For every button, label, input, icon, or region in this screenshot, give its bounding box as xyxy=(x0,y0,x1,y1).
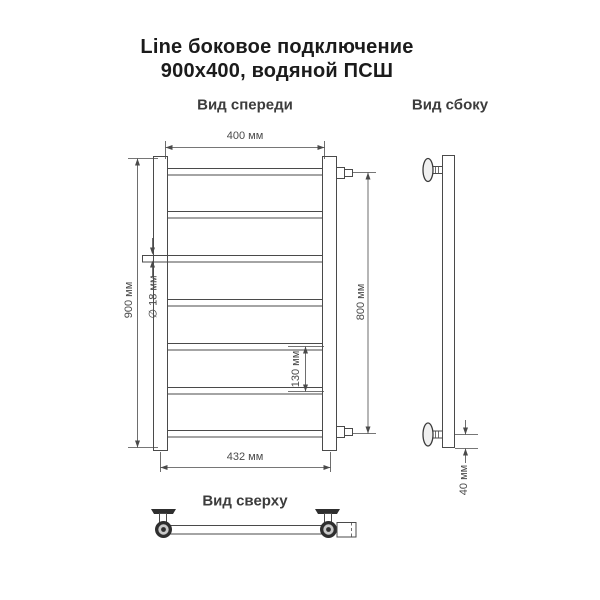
front-bar-3-extended xyxy=(143,256,323,263)
top-view-label: Вид сверху xyxy=(202,492,288,510)
dim-line-800 xyxy=(352,173,376,434)
dim-line-432 xyxy=(161,452,331,472)
front-bar-6 xyxy=(168,388,323,395)
side-top-wall-flange xyxy=(423,159,433,182)
front-view-label: Вид спереди xyxy=(197,96,293,114)
top-connection-fitting xyxy=(337,168,353,179)
side-bottom-bracket xyxy=(423,423,443,446)
side-view-drawing xyxy=(423,156,478,464)
front-right-stand xyxy=(323,157,337,451)
front-view-drawing xyxy=(143,157,353,451)
dim-bar-spacing: 130 мм xyxy=(290,350,302,388)
front-bar-2 xyxy=(168,212,323,219)
drawing-title-line1: Line боковое подключение xyxy=(140,36,414,58)
dim-axis-width: 400 мм xyxy=(226,130,264,142)
side-view-label: Вид сбоку xyxy=(411,96,489,114)
drawing-title-line2: 900x400, водяной ПСШ xyxy=(160,60,394,82)
side-stand-profile xyxy=(443,156,455,448)
dim-connection-height: 800 мм xyxy=(355,283,367,321)
dim-line-40 xyxy=(455,420,478,463)
top-view-bar xyxy=(163,526,329,535)
front-bar-1 xyxy=(168,169,323,176)
top-view-drawing xyxy=(151,509,356,538)
top-view-connection-pipe xyxy=(337,523,356,538)
dim-total-height: 900 мм xyxy=(123,281,135,319)
front-bar-4 xyxy=(168,300,323,307)
front-left-stand xyxy=(154,157,168,451)
dim-outer-width: 432 мм xyxy=(226,451,264,463)
front-bar-7 xyxy=(168,431,323,438)
side-top-bracket xyxy=(423,159,443,182)
dim-bar-diameter: ∅ 18 мм xyxy=(147,275,160,319)
side-bottom-wall-flange xyxy=(423,423,433,446)
bottom-connection-fitting xyxy=(337,427,353,438)
dim-bottom-offset: 40 мм xyxy=(458,464,470,496)
dim-line-400 xyxy=(166,141,325,159)
